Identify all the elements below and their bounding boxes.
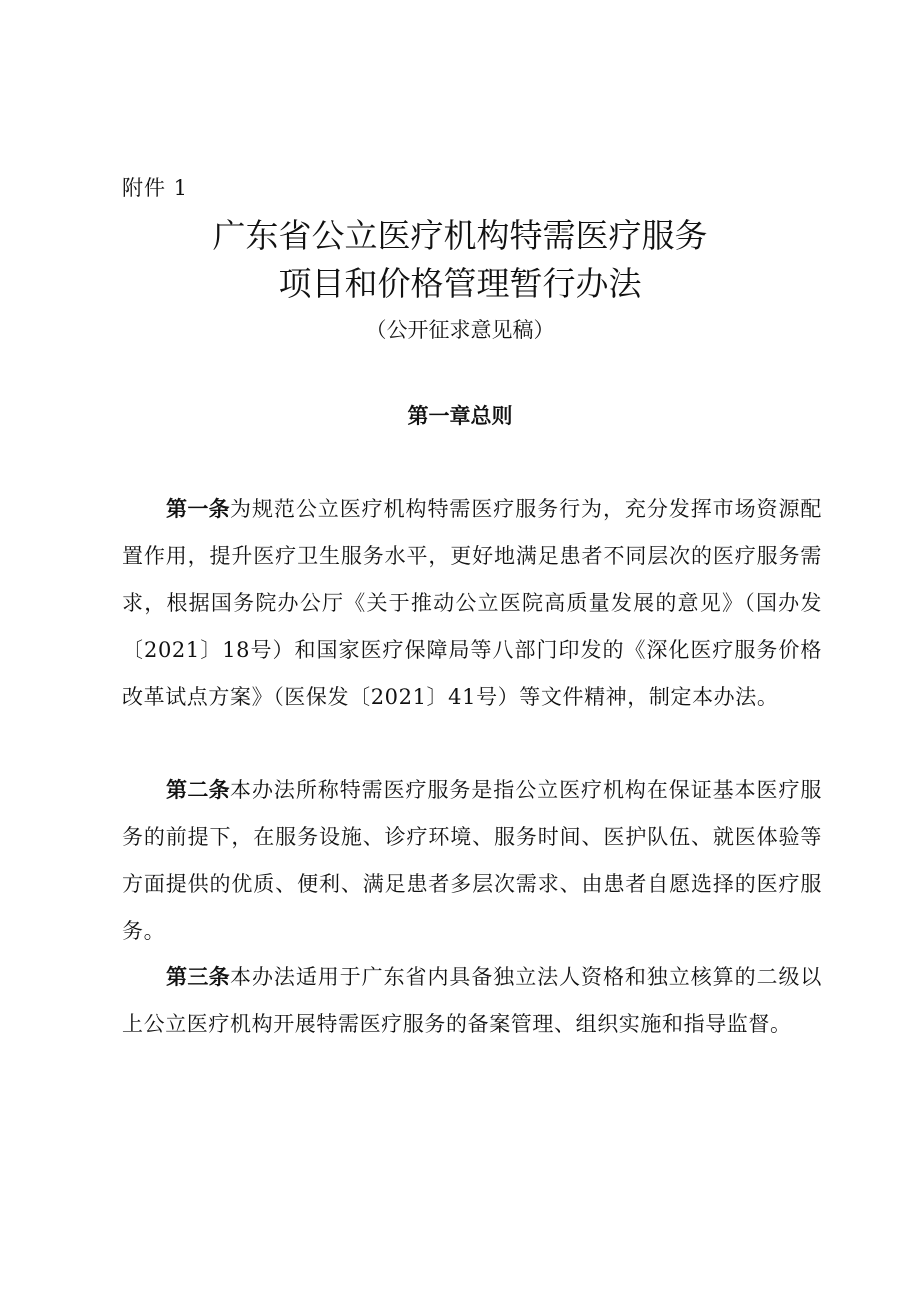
- article-2: [122, 767, 822, 955]
- article-1: [122, 486, 822, 721]
- article-2-label: 第二条: [166, 778, 231, 802]
- chapter-heading: 第一章总则: [407, 404, 513, 428]
- article-3: [122, 954, 822, 1048]
- article-2-text: 本办法所称特需医疗服务是指公立医疗机构在保证基本医疗服务的前提下，在服务设施、诊疗环境、服务时间、医护队伍、就医体验等方面提供的优质、便利、满足患者多层次需求、由患者自愿选择的医疗服务。: [122, 778, 822, 943]
- attachment-label: 附件 1: [122, 176, 189, 200]
- article-1-label: 第一条: [166, 497, 231, 521]
- document-title-line-2: 项目和价格管理暂行办法: [278, 264, 642, 303]
- article-3-label: 第三条: [166, 965, 231, 989]
- document-subtitle: （公开征求意见稿）: [365, 318, 555, 342]
- document-title-line-1: 广东省公立医疗机构特需医疗服务: [212, 216, 708, 255]
- article-3-text: 本办法适用于广东省内具备独立法人资格和独立核算的二级以上公立医疗机构开展特需医疗服务的备案管理、组织实施和指导监督。: [122, 965, 822, 1036]
- article-1-text: 为规范公立医疗机构特需医疗服务行为，充分发挥市场资源配置作用，提升医疗卫生服务水平，更好地满足患者不同层次的医疗服务需求，根据国务院办公厅《关于推动公立医院高质量发展的意见》（国办发〔2021〕18号）和国家医疗保障局等八部门印发的《深化医疗服务价格改革试点方案》（医保发〔2021〕41号）等文件精神，制定本办法。: [122, 497, 822, 709]
